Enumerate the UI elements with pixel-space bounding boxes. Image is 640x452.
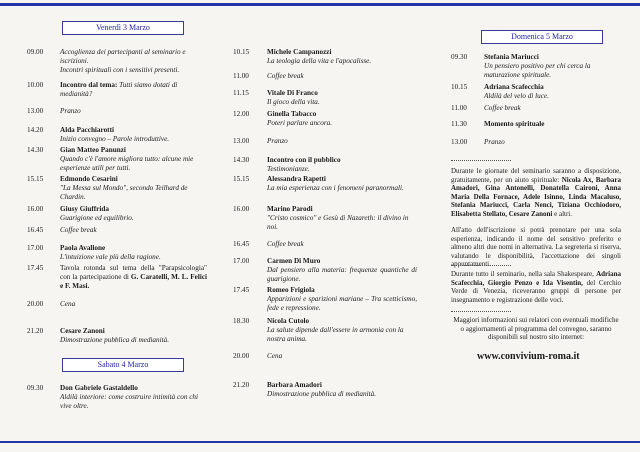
separator [451,160,511,161]
shakespeare-room-paragraph: Durante tutto il seminario, nella sala Shakespeare, Adriana Scafecchia, Giorgio Penzo e Ida Visentin, del Cerchio Verde di Venezia, riceveranno gruppi di persone per insegnamento e registrazione delle voci. [451,270,622,304]
day-heading-sunday: Domenica 5 Marzo [481,30,603,44]
info-paragraph: Maggiori informazioni sui relatori con eventuali modifiche o aggiornamenti al programma del convegno, saranno disponibili sul nostro sito internet: [453,316,619,342]
website-link[interactable]: www.convivium-roma.it [477,351,580,362]
bottom-rule [0,441,640,443]
spiritual-help-paragraph: Durante le giornate del seminario saranno a disposizione, gratuitamente, per un aiuto spirituale: Nicola Ax, Barbara Amadori, Gina Antonelli, Donatella Caironi, Anna Maria Della Fornace, Adele Isinno, Linda Macaluso, Stefania Mariucci, Carla Nenci, Tiziana Occhiodoro, Elisabetta Stellato, Cesare Zanoni e altri. [451,167,622,218]
booking-paragraph: All'atto dell'iscrizione si potrà prenotare per una sola esperienza, indicando il nome del sensitivo preferito e almeno altri due nomi in alternativa. La segreteria si riserva, valutando le disponibilità, l'accettazione dei singoli appuntamenti. [451,226,621,269]
day-heading-friday: Venerdì 3 Marzo [62,21,184,35]
day-heading-saturday: Sabato 4 Marzo [62,358,184,372]
event-item: 09.00 Accoglienza dei partecipanti al seminario e iscrizioni. Incontri spirituali con i sensitivi presenti. [27,48,186,74]
top-rule [0,3,640,6]
program-page: Venerdì 3 Marzo 09.00 Accoglienza dei partecipanti al seminario e iscrizioni. Incontri spirituali con i sensitivi presenti. 10.00 Incontro dal tema: Tutti siamo dotati di medianità? 13.00 Pranzo 14.20 Alda Pacchiarotti Inizio convegno – Parole introduttive. 14.30 Gian Matteo Panunzi Quando c'è l'amore migliora tutto: alcune mie esperienze utili per tutti. 15.15 Edmondo Cesarini "La Messa sul Mondo", secondo Teilhard de Chardin. 16.00 Giusy Giuffrida Guarigione ed equilibrio. 16.45 Coffee break 17.00 Paola Avallone L'intuizione vale più della ragione. 17.45 Tavola rotonda sul tema della "Parapsicologia" con la partecipazione di G. Caratelli, M. L. Felici e F. Masi. 20.00 Cena 21.20 Cesare Zanoni Dimostrazione pubblica di medianità. Sabato 4 Marzo 09.30 Don Gabriele Gastaldello Aldilà interiore: come costruire intimità con chi vive oltre. 10.15 Michele Campanozzi La teologia della vita e l'apocalisse. 11.00 Coffee break 11.15 Vitale Di Franco Il gioco della vita. 12.00 Ginella Tabacco Poteri parlare ancora. 13.00 Pranzo 14.30 Incontro con il pubblico Testimonianze. 15.15 Alessandra Rapetti La mia esperienza con i fenomeni paranormali. 16.00 Marino Parodi "Cristo cosmico" e Gesù di Nazareth: il divino in noi. 16.45 Coffee break 17.00 Carmen Di Muro Dal pensiero alla materia: frequenze quantiche di guarigione. 17.45 Romeo Frigiola Apparizioni e sparizioni mariane – Tra scetticismo, fede e repressione. 18.30 Nicola Cutolo La salute dipende dall'essere in armonia con la nostra anima. 20.00 Cena 21.20 Barbara Amadori Dimostrazione pubblica di medianità. Domenica 5 Marzo 09.30 Stefania Mariucci Un pensiero positivo per chi cerca la maturazione spirituale. 10.15 Adriana Scafecchia Aldilà del velo di luce. 11.00 Coffee break 11.30 Momento spirituale 13.00 Pranzo Durante le giornate del seminario saranno a disposizione, gratuitamente, per un aiuto spirituale: Nicola Ax, Barbara Amadori, Gina Antonelli, Donatella Caironi, Anna Maria Della Fornace, Adele Isinno, Linda Macaluso, Stefania Mariucci, Carla Nenci, Tiziana Occhiodoro, Elisabetta Stellato, Cesare Zanoni e altri. All'atto dell'iscrizione si potrà prenotare per una sola esperienza, indicando il nome del sensitivo preferito e almeno altri due nomi in alternativa. La segreteria si riserva, valutando le disponibilità, l'accettazione dei singoli appuntamenti. Durante tutto il seminario, nella sala Shakespeare, Adriana Scafecchia, Giorgio Penzo e Ida Visentin, del Cerchio Verde di Venezia, riceveranno gruppi di persone per insegnamento e registrazione delle voci. Maggiori informazioni sui relatori con eventuali modifiche o aggiornamenti al programma del convegno, saranno disponibili sul nostro sito internet: www.convivium-roma.it [0,0,640,452]
separator [451,311,511,312]
separator [451,265,511,266]
